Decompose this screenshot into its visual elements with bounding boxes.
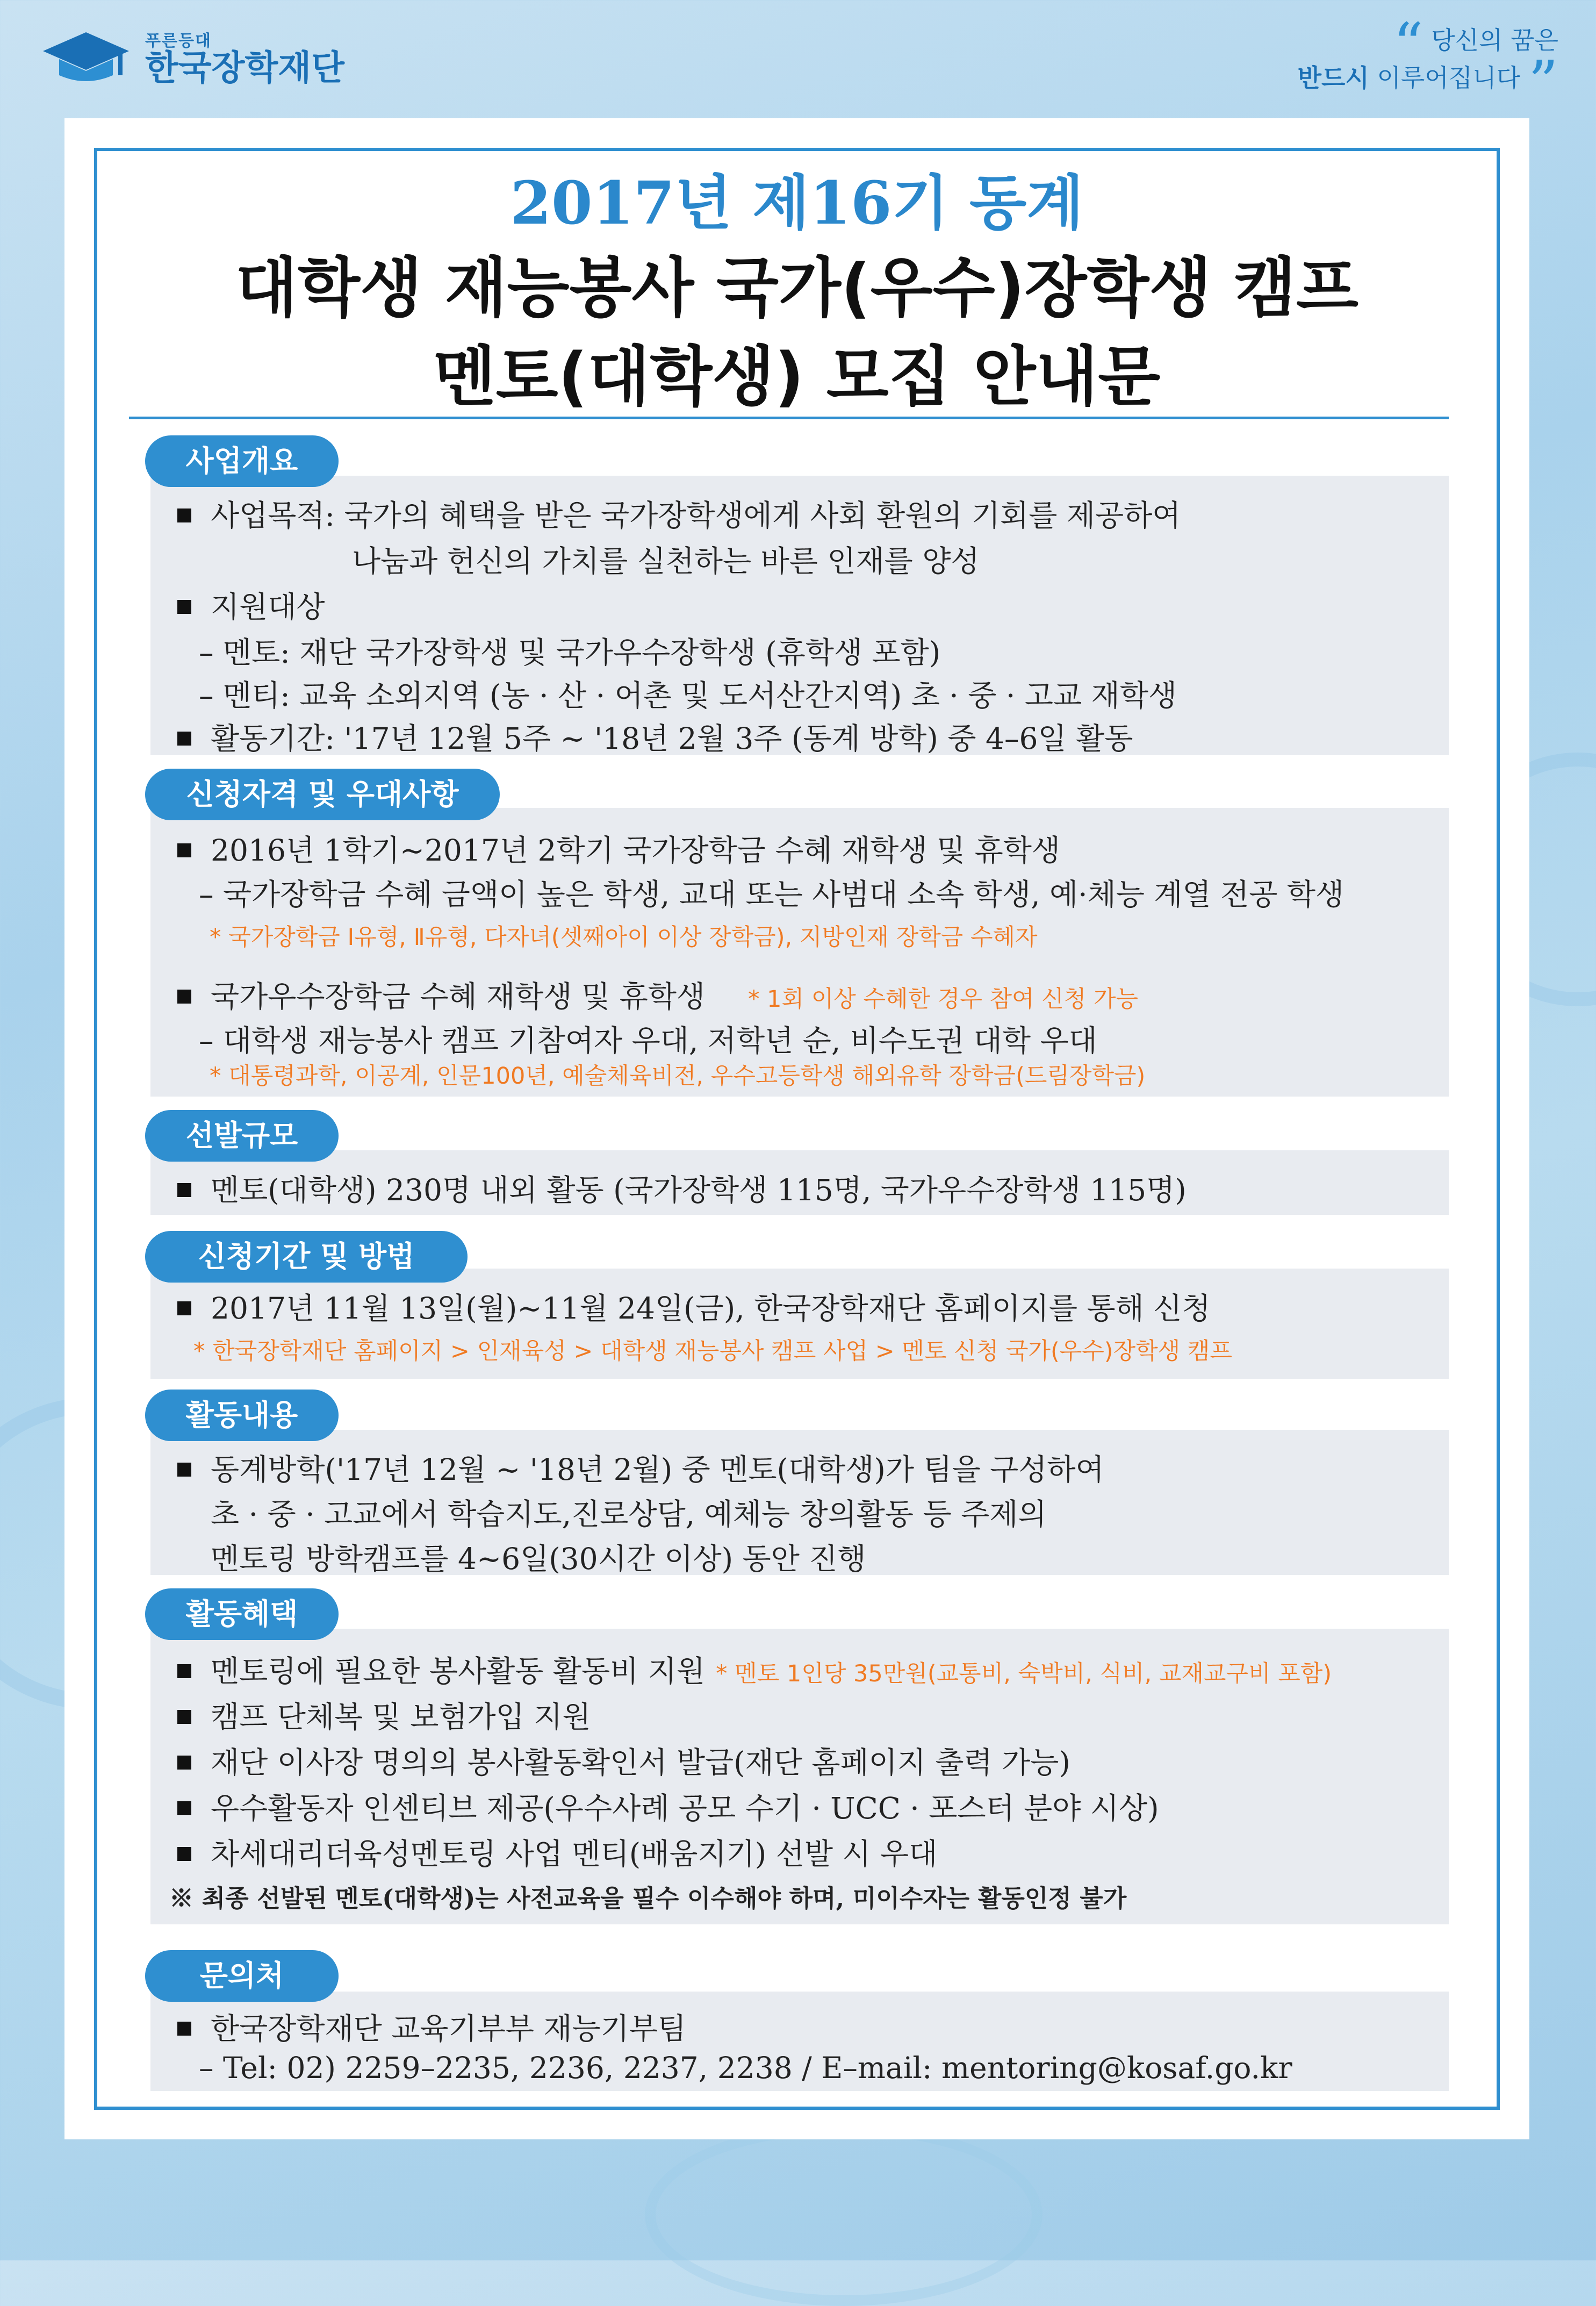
benefits-item3: 재단 이사장 명의의 봉사활동확인서 발급(재단 홈페이지 출력 가능) [177,1739,1070,1781]
scale-item1: 멘토(대학생) 230명 내외 활동 (국가장학생 115명, 국가우수장학생 115명) [177,1166,1187,1209]
bullet-icon [177,1801,191,1815]
title-divider [129,417,1449,419]
eligibility-item2-inline-note: * 1회 이상 수혜한 경우 참여 신청 가능 [748,986,1139,1013]
title-line1: 2017년 제16기 동계 [510,168,1084,238]
eligibility-item2-note: * 대통령과학, 이공계, 인문100년, 예술체육비전, 우수고등학생 해외유학 장학금(드림장학금) [210,1063,1146,1090]
background-decoration [645,2123,1043,2306]
overview-purpose: 사업목적: 국가의 혜택을 받은 국가장학생에게 사회 환원의 기회를 제공하여 [177,492,1181,534]
slogan-line2: 이루어집니다 [1369,63,1521,92]
bullet-icon [177,1710,191,1724]
bullet-icon [177,1664,191,1678]
bullet-icon [177,732,191,746]
contact-item1-sub: – Tel: 02) 2259–2235, 2236, 2237, 2238 / E–mail: mentoring@kosaf.go.kr [199,2051,1292,2085]
title-line3: 멘토(대학생) 모집 안내문 [433,340,1161,414]
kosaf-logo [38,22,344,91]
slogan [1297,10,1558,117]
contact-item1: 한국장학재단 교육기부부 재능기부팀 [177,2005,686,2047]
benefits-item1: 멘토링에 필요한 봉사활동 활동비 지원 * 멘토 1인당 35만원(교통비, 숙박비, 식비, 교재교구비 포함) [177,1648,1332,1690]
brand-tagline: 푸른등대 [145,32,212,51]
activity-line1: 동계방학('17년 12월 ~ '18년 2월) 중 멘토(대학생)가 팀을 구성하여 [177,1446,1104,1488]
bullet-icon [177,1847,191,1861]
overview-heading: 사업개요 [145,435,339,487]
close-quote-icon: ” [1528,48,1558,117]
bullet-icon [177,2022,191,2036]
bullet-icon [177,843,191,857]
scale-heading: 선발규모 [145,1110,339,1162]
application-heading: 신청기간 및 방법 [145,1231,468,1283]
eligibility-item2-sub: – 대학생 재능봉사 캠프 기참여자 우대, 저학년 순, 비수도권 대학 우대 [199,1023,1097,1058]
application-note: * 한국장학재단 홈페이지 > 인재육성 > 대학생 재능봉사 캠프 사업 > 멘토 신청 국가(우수)장학생 캠프 [193,1338,1232,1365]
activity-heading: 활동내용 [145,1390,339,1441]
benefits-heading: 활동혜택 [145,1588,339,1640]
eligibility-item1-sub: – 국가장학금 수혜 금액이 높은 학생, 교대 또는 사범대 소속 학생, 예·체능 계열 전공 학생 [199,877,1345,912]
overview-period: 활동기간: '17년 12월 5주 ~ '18년 2월 3주 (동계 방학) 중 4–6일 활동 [177,715,1133,757]
open-quote-icon: “ [1393,10,1424,79]
overview-target: 지원대상 [177,583,325,626]
notice-paper [64,118,1529,2139]
title-line2: 대학생 재능봉사 국가(우수)장학생 캠프 [235,251,1358,326]
bullet-icon [177,509,191,522]
eligibility-item1-note: * 국가장학금 Ⅰ유형, Ⅱ유형, 다자녀(셋째아이 이상 장학금), 지방인재 장학금 수혜자 [210,924,1038,951]
application-item1: 2017년 11월 13일(월)~11월 24일(금), 한국장학재단 홈페이지를 통해 신청 [177,1285,1211,1327]
overview-target-mentee: – 멘티: 교육 소외지역 (농 · 산 · 어촌 및 도서산간지역) 초 · 중 · 고교 재학생 [199,678,1177,713]
slogan-bold: 반드시 [1297,63,1369,92]
benefits-item1-note: * 멘토 1인당 35만원(교통비, 숙박비, 식비, 교재교구비 포함) [716,1660,1332,1687]
bullet-icon [177,990,191,1004]
activity-line2: 초 · 중 · 고교에서 학습지도,진로상담, 예체능 창의활동 등 주제의 [211,1497,1047,1531]
bullet-icon [177,1183,191,1197]
overview-target-mentor: – 멘토: 재단 국가장학생 및 국가우수장학생 (휴학생 포함) [199,635,941,670]
activity-line3: 멘토링 방학캠프를 4~6일(30시간 이상) 동안 진행 [211,1542,866,1576]
benefits-item4: 우수활동자 인센티브 제공(우수사례 공모 수기 · UCC · 포스터 분야 시상) [177,1785,1159,1827]
eligibility-item1: 2016년 1학기~2017년 2학기 국가장학금 수혜 재학생 및 휴학생 [177,827,1060,869]
benefits-item5: 차세대리더육성멘토링 사업 멘티(배움지기) 선발 시 우대 [177,1830,937,1873]
overview-purpose-cont: 나눔과 헌신의 가치를 실천하는 바른 인재를 양성 [352,544,980,578]
eligibility-heading: 신청자격 및 우대사항 [145,769,500,820]
brand-name: 한국장학재단 [145,48,344,88]
bullet-icon [177,1463,191,1477]
benefits-warning: ※ 최종 선발된 멘토(대학생)는 사전교육을 필수 이수해야 하며, 미이수자는 활동인정 불가 [169,1884,1127,1913]
contact-heading: 문의처 [145,1950,339,2002]
bullet-icon [177,600,191,614]
bullet-icon [177,1301,191,1315]
graduation-cap-icon [38,27,134,86]
bullet-icon [177,1756,191,1770]
slogan-line1: 당신의 꿈은 [1431,26,1558,55]
benefits-item2: 캠프 단체복 및 보험가입 지원 [177,1693,591,1736]
eligibility-item2: 국가우수장학금 수혜 재학생 및 휴학생 * 1회 이상 수혜한 경우 참여 신청 가능 [177,973,1138,1015]
